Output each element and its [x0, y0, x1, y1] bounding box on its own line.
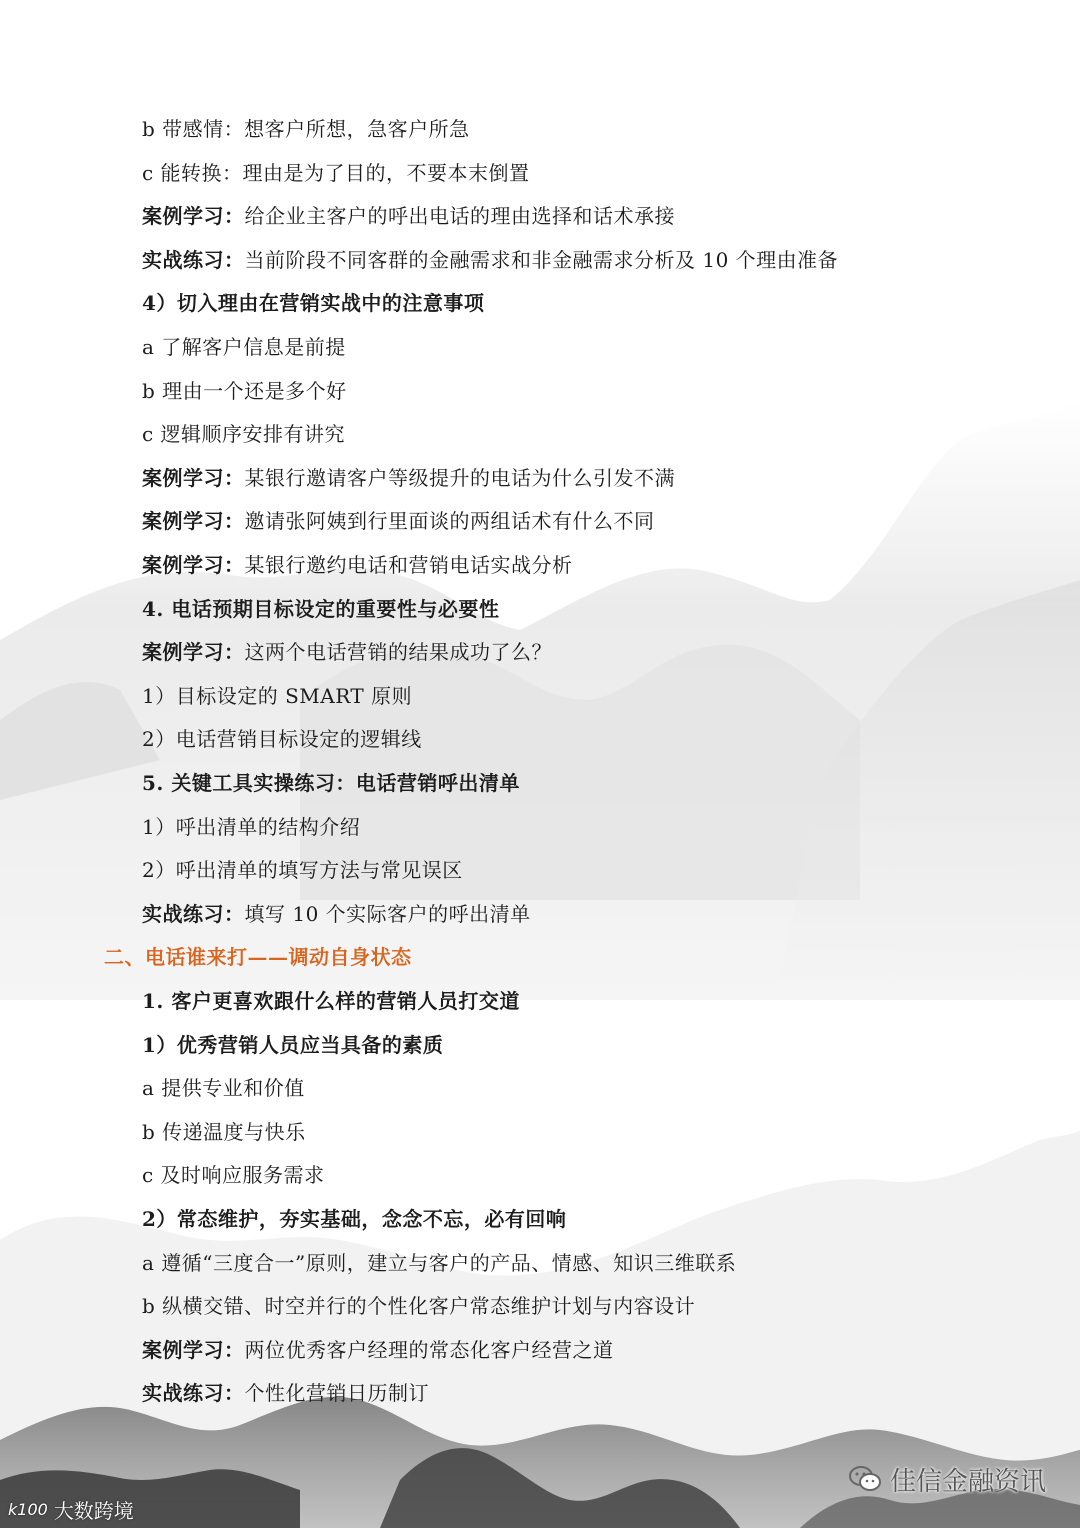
text-line — [142, 201, 675, 231]
line-text: 这两个电话营销的结果成功了么？ — [244, 640, 552, 665]
text-line: 1）目标设定的 SMART 原则 — [142, 683, 413, 708]
line-text: 个性化营销日历制订 — [244, 1381, 429, 1406]
section-heading: 二、电话谁来打——调动自身状态 — [104, 945, 412, 970]
text-line: a 提供专业和价值 — [142, 1076, 305, 1101]
text-line — [142, 463, 675, 493]
text-line — [142, 637, 552, 667]
watermark-right — [848, 1459, 1046, 1499]
line-label: 案例学习： — [142, 553, 245, 577]
line-text: 给企业主客户的呼出电话的理由选择和话术承接 — [244, 204, 675, 229]
text-line: b 纵横交错、时空并行的个性化客户常态维护计划与内容设计 — [142, 1294, 696, 1319]
text-line: b 理由一个还是多个好 — [142, 378, 347, 403]
line-text: 某银行邀请客户等级提升的电话为什么引发不满 — [244, 465, 675, 490]
wechat-icon — [848, 1465, 882, 1493]
text-line — [142, 506, 655, 536]
watermark-right-text: 佳信金融资讯 — [890, 1466, 1047, 1497]
subheading: 4）切入理由在营销实战中的注意事项 — [142, 291, 485, 316]
text-line: a 遵循“三度合一”原则，建立与客户的产品、情感、知识三维联系 — [142, 1250, 737, 1275]
text-line — [142, 899, 531, 929]
text-line — [142, 550, 573, 580]
line-label: 案例学习： — [142, 640, 245, 665]
text-line: 2）呼出清单的填写方法与常见误区 — [142, 858, 463, 883]
k100-logo-icon: k100 — [8, 1499, 48, 1519]
line-text: 两位优秀客户经理的常态化客户经营之道 — [244, 1337, 614, 1362]
text-line: b 传递温度与快乐 — [142, 1119, 306, 1144]
text-line: a 了解客户信息是前提 — [142, 335, 346, 359]
text-line — [142, 1378, 429, 1408]
line-text: 填写 10 个实际客户的呼出清单 — [244, 901, 531, 926]
subheading: 2）常态维护，夯实基础，念念不忘，必有回响 — [142, 1207, 567, 1231]
line-label: 案例学习： — [142, 509, 245, 534]
subheading: 1. 客户更喜欢跟什么样的营销人员打交道 — [142, 989, 520, 1013]
text-line: 2）电话营销目标设定的逻辑线 — [142, 727, 422, 752]
line-label: 案例学习： — [142, 204, 245, 229]
text-line: c 及时响应服务需求 — [142, 1163, 325, 1188]
line-text: 某银行邀约电话和营销电话实战分析 — [244, 553, 573, 577]
watermark-left — [8, 1494, 134, 1524]
line-label: 案例学习： — [142, 1337, 245, 1362]
text-line — [142, 245, 838, 275]
text-line: c 逻辑顺序安排有讲究 — [142, 422, 346, 447]
text-line: 1）呼出清单的结构介绍 — [142, 814, 361, 839]
line-label: 实战练习： — [142, 1381, 245, 1406]
line-label: 案例学习： — [142, 465, 245, 490]
subheading: 5. 关键工具实操练习：电话营销呼出清单 — [142, 771, 520, 795]
line-text: 邀请张阿姨到行里面谈的两组话术有什么不同 — [244, 509, 655, 534]
subheading: 4. 电话预期目标设定的重要性与必要性 — [142, 596, 500, 621]
subheading: 1）优秀营销人员应当具备的素质 — [142, 1032, 444, 1057]
line-label: 实战练习： — [142, 901, 245, 926]
text-line: b 带感情：想客户所想，急客户所急 — [142, 117, 470, 141]
text-line — [142, 1335, 614, 1365]
watermark-left-text: 大数跨境 — [53, 1498, 134, 1523]
line-label: 实战练习： — [142, 247, 245, 272]
line-text: 当前阶段不同客群的金融需求和非金融需求分析及 10 个理由准备 — [244, 247, 839, 272]
text-line: c 能转换：理由是为了目的，不要本末倒置 — [142, 160, 530, 185]
